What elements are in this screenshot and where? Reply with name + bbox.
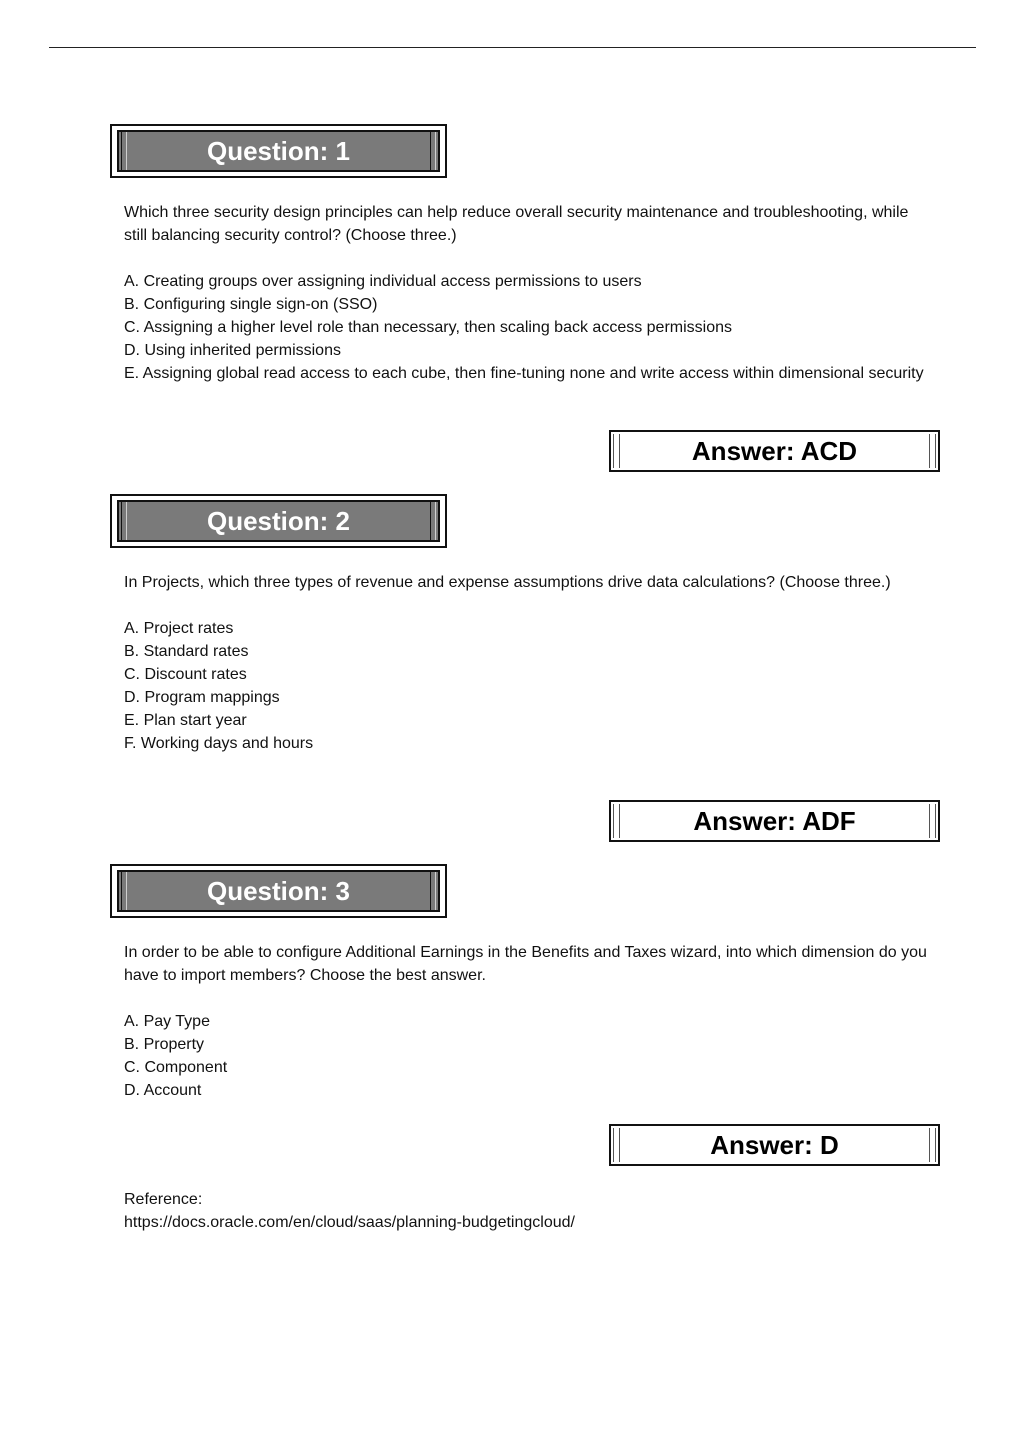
answer-option: D. Using inherited permissions [124, 342, 341, 359]
question-1-answer [609, 430, 940, 472]
question-2-body [124, 571, 934, 755]
question-heading-text: Question: 2 [206, 505, 350, 536]
question-heading-text: Question: 3 [206, 875, 350, 906]
answer-option: B. Standard rates [124, 643, 249, 660]
question-2-heading [110, 494, 447, 548]
answer-option: C. Component [124, 1059, 228, 1076]
question-3-heading [110, 864, 447, 918]
question-1-body [124, 201, 934, 385]
answer-text: Answer: D [710, 1129, 839, 1160]
answer-option: B. Property [124, 1036, 205, 1053]
answer-text: Answer: ADF [693, 805, 856, 836]
question-3-body [124, 941, 934, 1102]
reference-link[interactable]: https://docs.oracle.com/en/cloud/saas/planning-budgetingcloud/ [124, 1214, 575, 1231]
header-rule [49, 47, 976, 48]
answer-option: C. Discount rates [124, 666, 247, 683]
answer-option: B. Configuring single sign-on (SSO) [124, 296, 378, 313]
question-3-answer [609, 1124, 940, 1166]
answer-option: E. Plan start year [124, 712, 247, 729]
answer-option: A. Pay Type [124, 1013, 210, 1030]
answer-option: F. Working days and hours [124, 735, 314, 752]
reference-block [124, 1188, 575, 1234]
question-stem: In order to be able to configure Additional Earnings in the Benefits and Taxes wizard, into which dimension do you have to import members? Choose the best answer. [124, 944, 927, 984]
question-1-heading [110, 124, 447, 178]
question-stem: In Projects, which three types of revenue and expense assumptions drive data calculations? (Choose three.) [124, 574, 891, 591]
answer-text: Answer: ACD [691, 435, 858, 466]
question-heading-text: Question: 1 [206, 135, 350, 166]
answer-option: E. Assigning global read access to each cube, then fine-tuning none and write access within dimensional security [124, 365, 924, 382]
reference-label: Reference: [124, 1191, 203, 1208]
answer-option: D. Program mappings [124, 689, 280, 706]
question-stem: Which three security design principles can help reduce overall security maintenance and troubleshooting, while still balancing security control? (Choose three.) [124, 204, 909, 244]
answer-option: C. Assigning a higher level role than necessary, then scaling back access permissions [124, 319, 733, 336]
answer-option: A. Creating groups over assigning individual access permissions to users [124, 273, 642, 290]
question-2-answer [609, 800, 940, 842]
answer-option: D. Account [124, 1082, 202, 1099]
answer-option: A. Project rates [124, 620, 234, 637]
